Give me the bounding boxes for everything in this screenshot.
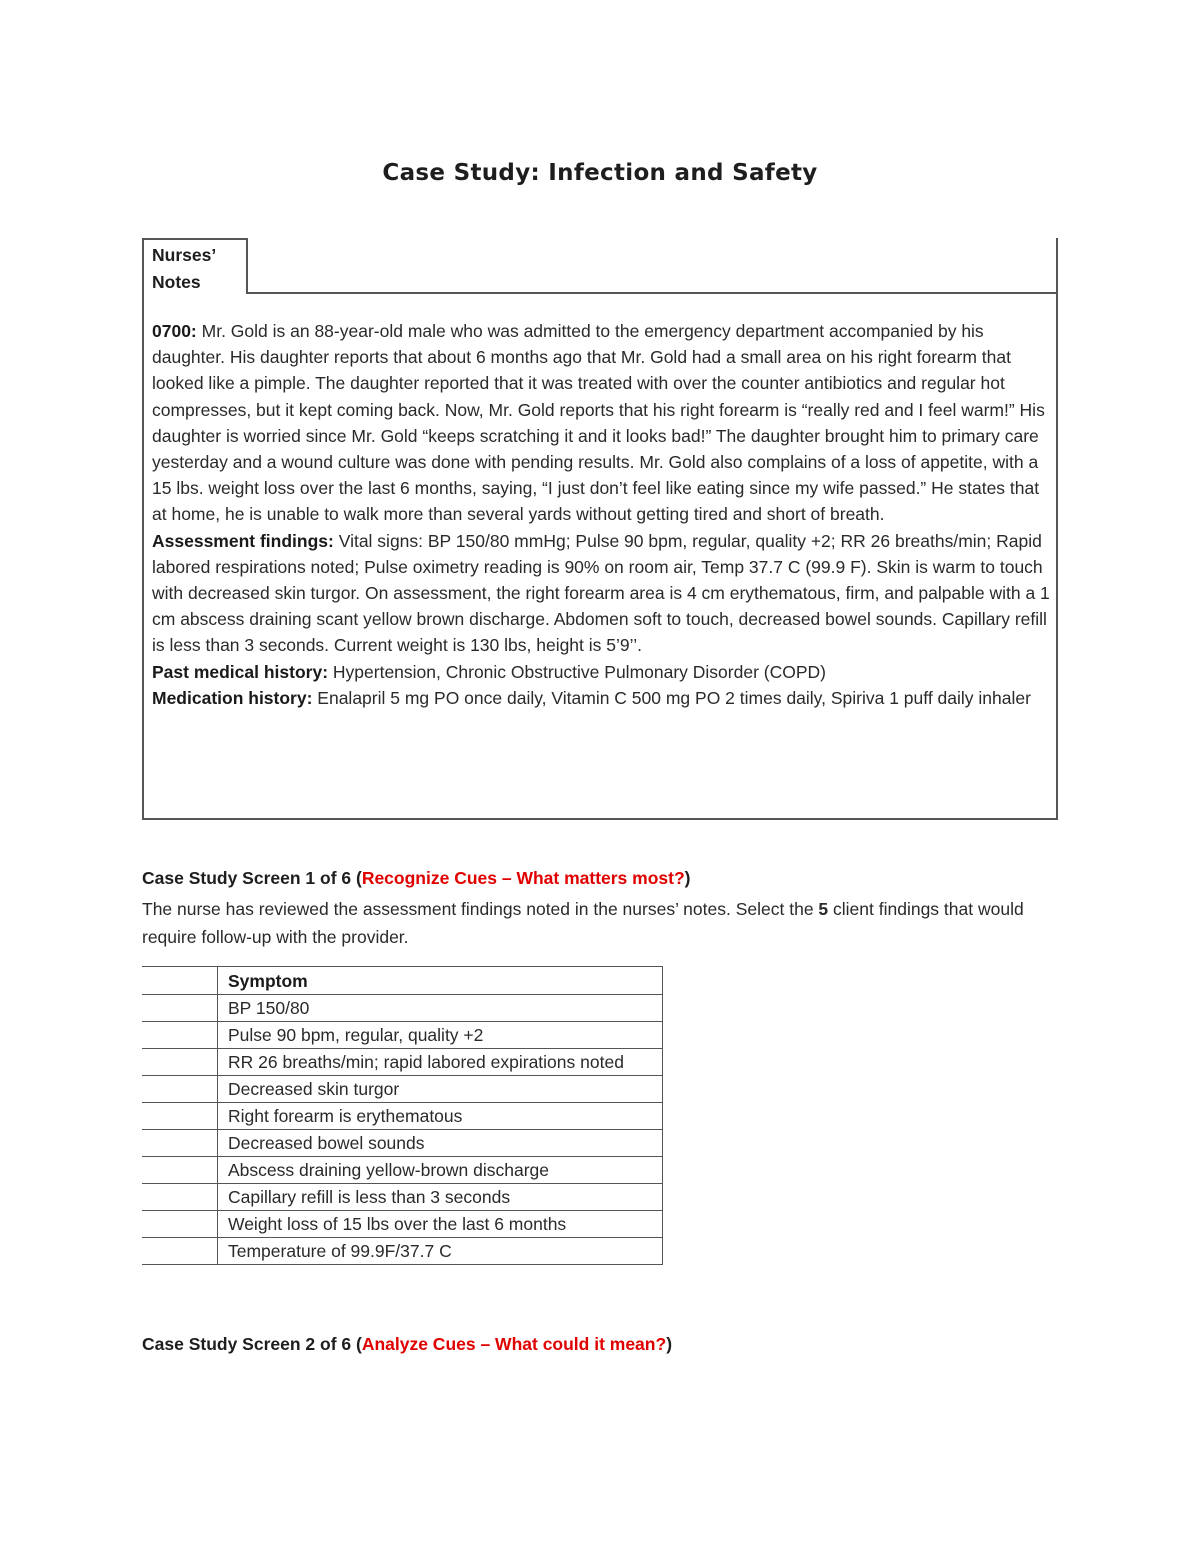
select-cell[interactable] xyxy=(142,1049,218,1076)
symptom-table xyxy=(142,966,663,1265)
screen2-heading-text: Case Study Screen 2 of 6 ( xyxy=(142,1334,362,1354)
pmh-label: Past medical history: xyxy=(152,661,329,682)
table-row xyxy=(142,1130,663,1157)
instructions-pre: The nurse has reviewed the assessment findings noted in the nurses’ notes. Select the xyxy=(142,899,819,919)
page-title: Case Study: Infection and Safety xyxy=(382,160,818,186)
notes-tab-line2: Notes xyxy=(152,272,201,292)
select-cell[interactable] xyxy=(142,1184,218,1211)
table-row xyxy=(142,1076,663,1103)
symptom-cell: Temperature of 99.9F/37.7 C xyxy=(218,1238,663,1265)
symptom-cell: Right forearm is erythematous xyxy=(218,1103,663,1130)
notes-time-label: 0700: xyxy=(152,321,197,341)
med-text: Enalapril 5 mg PO once daily, Vitamin C 500 mg PO 2 times daily, Spiriva 1 puff daily inhaler xyxy=(312,687,1031,708)
table-row xyxy=(142,1184,663,1211)
instructions-post: client findings that would require follow-up with the provider. xyxy=(142,899,1024,947)
notes-body xyxy=(152,318,1052,711)
select-cell[interactable] xyxy=(142,1076,218,1103)
symptom-header: Symptom xyxy=(218,967,663,995)
table-row xyxy=(142,1103,663,1130)
instructions-count: 5 xyxy=(818,899,829,919)
pmh-text: Hypertension, Chronic Obstructive Pulmonary Disorder (COPD) xyxy=(328,661,826,682)
notes-narrative-text: Mr. Gold is an 88-year-old male who was admitted to the emergency department accompanied by his daughter. His daughter reports that about 6 months ago that Mr. Gold had a small area on his right forearm that looked like a pimple. The daughter reported that it was treated with over the counter antibiotics and regular hot compresses, but it kept coming back. Now, Mr. Gold reports that his right forearm is “really red and I feel warm!” His daughter is worried since Mr. Gold “keeps scratching it and it looks bad!” The daughter brought him to primary care yesterday and a wound culture was done with pending results. Mr. Gold also complains of a loss of appetite, with a 15 lbs. weight loss over the last 6 months, saying, “I just don’t feel like eating since my wife passed.” He states that at home, he is unable to walk more than several yards without getting tired and short of breath. xyxy=(152,321,1045,525)
table-row xyxy=(142,1211,663,1238)
select-cell[interactable] xyxy=(142,995,218,1022)
select-cell[interactable] xyxy=(142,1211,218,1238)
notes-tab-label xyxy=(142,238,246,293)
screen1-heading-end: ) xyxy=(684,868,691,888)
screen2-heading-end: ) xyxy=(666,1334,673,1354)
symptom-cell: Decreased skin turgor xyxy=(218,1076,663,1103)
symptom-cell: BP 150/80 xyxy=(218,995,663,1022)
screen1-heading xyxy=(142,868,691,889)
notes-tab-line1: Nurses’ xyxy=(152,245,217,265)
select-cell[interactable] xyxy=(142,1130,218,1157)
screen2-heading-red: Analyze Cues – What could it mean? xyxy=(361,1334,667,1354)
notes-right-border xyxy=(1056,238,1058,820)
past-medical-history xyxy=(152,659,1052,685)
screen1-instructions xyxy=(142,895,1062,951)
symptom-table-header-row xyxy=(142,967,663,995)
symptom-cell: Weight loss of 15 lbs over the last 6 months xyxy=(218,1211,663,1238)
table-row xyxy=(142,1157,663,1184)
notes-left-border xyxy=(142,238,144,820)
screen2-heading xyxy=(142,1334,672,1355)
select-cell[interactable] xyxy=(142,1103,218,1130)
table-row xyxy=(142,995,663,1022)
notes-header-rule xyxy=(246,292,1058,294)
select-cell-header xyxy=(142,967,218,995)
medication-history xyxy=(152,685,1052,711)
symptom-cell: Abscess draining yellow-brown discharge xyxy=(218,1157,663,1184)
table-row xyxy=(142,1022,663,1049)
assessment-text: Vital signs: BP 150/80 mmHg; Pulse 90 bpm, regular, quality +2; RR 26 breaths/min; Rapid labored respirations noted; Pulse oximetry reading is 90% on room air, Temp 37.7 C (99.9 F). Skin is warm to touch with decreased skin turgor. On assessment, the right forearm area is 4 cm erythematous, firm, and palpable with a 1 cm abscess draining scant yellow brown discharge. Abdomen soft to touch, decreased bowel sounds. Capillary refill is less than 3 seconds. Current weight is 130 lbs, height is 5’9’’. xyxy=(152,530,1050,656)
symptom-cell: Capillary refill is less than 3 seconds xyxy=(218,1184,663,1211)
assessment-label: Assessment findings: xyxy=(152,530,334,551)
select-cell[interactable] xyxy=(142,1238,218,1265)
select-cell[interactable] xyxy=(142,1022,218,1049)
screen1-heading-red: Recognize Cues – What matters most? xyxy=(361,868,685,888)
table-row xyxy=(142,1238,663,1265)
symptom-cell: Decreased bowel sounds xyxy=(218,1130,663,1157)
nurses-notes-box xyxy=(142,238,1058,820)
select-cell[interactable] xyxy=(142,1157,218,1184)
notes-narrative xyxy=(152,318,1052,528)
symptom-cell: Pulse 90 bpm, regular, quality +2 xyxy=(218,1022,663,1049)
med-label: Medication history: xyxy=(152,687,313,708)
table-row xyxy=(142,1049,663,1076)
assessment-findings xyxy=(152,528,1052,659)
screen1-heading-text: Case Study Screen 1 of 6 ( xyxy=(142,868,362,888)
notes-tab-right-border xyxy=(246,238,248,293)
notes-bottom-border xyxy=(142,818,1058,820)
symptom-cell: RR 26 breaths/min; rapid labored expirations noted xyxy=(218,1049,663,1076)
